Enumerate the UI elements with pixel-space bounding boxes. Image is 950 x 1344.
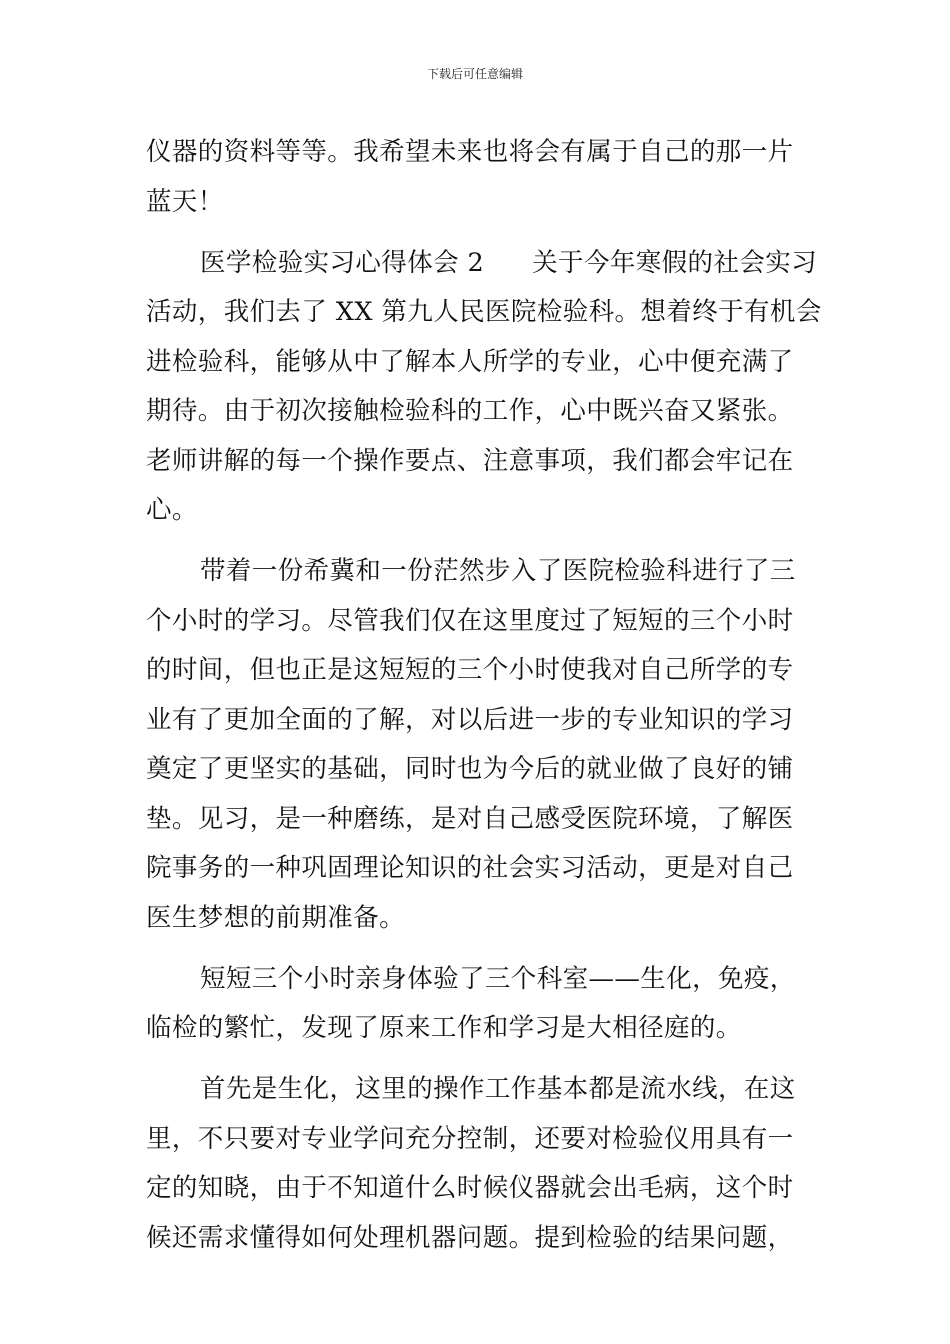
- text-line-continuation: 关于今年寒假的社会实习: [532, 247, 818, 278]
- paragraph-3: [146, 547, 806, 943]
- text-line: 心。: [146, 495, 198, 525]
- text-line: 蓝天！: [146, 186, 224, 217]
- paragraph-2: [146, 239, 822, 536]
- text-line: 首先是生化，这里的操作工作基本都是流水线，在这: [200, 1074, 796, 1104]
- text-line: 里，不只要对专业学问充分控制，还要对检验仪用具有一: [146, 1123, 794, 1154]
- text-line: 的时间，但也正是这短短的三个小时使我对自己所学的专: [146, 655, 794, 685]
- text-line: 进检验科，能够从中了解本人所学的专业，心中便充满了: [146, 346, 794, 377]
- text-line: 短短三个小时亲身体验了三个科室——生化，免疫，: [200, 963, 796, 994]
- text-line: 带着一份希冀和一份茫然步入了医院检验科进行了三: [200, 556, 796, 586]
- text-line: 个小时的学习。尽管我们仅在这里度过了短短的三个小时: [146, 605, 794, 636]
- paragraph-4: [146, 955, 806, 1054]
- paragraph-1: [146, 128, 806, 227]
- text-line: 垫。见习，是一种磨练，是对自己感受医院环境，了解医: [146, 803, 794, 834]
- text-line: 院事务的一种巩固理论知识的社会实习活动，更是对自己: [146, 853, 794, 883]
- text-line: 定的知晓，由于不知道什么时候仪器就会出毛病，这个时: [146, 1173, 794, 1203]
- text-line: 医生梦想的前期准备。: [146, 902, 406, 933]
- text-line: 奠定了更坚实的基础，同时也为今后的就业做了良好的铺: [146, 754, 794, 784]
- text-line: 老师讲解的每一个操作要点、注意事项，我们都会牢记在: [146, 445, 794, 476]
- text-line: 活动，我们去了 XX 第九人民医院检验科。想着终于有机会: [146, 297, 822, 327]
- text-line: 期待。由于初次接触检验科的工作，心中既兴奋又紧张。: [146, 396, 794, 426]
- section-title: 医学检验实习心得体会 2: [200, 247, 485, 278]
- document-body: [146, 128, 822, 1263]
- section-heading-line: [146, 239, 818, 289]
- text-line: 业有了更加全面的了解，对以后进一步的专业知识的学习: [146, 704, 794, 735]
- paragraph-5: [146, 1065, 806, 1263]
- text-line: 临检的繁忙，发现了原来工作和学习是大相径庭的。: [146, 1013, 742, 1043]
- text-line: 候还需求懂得如何处理机器问题。提到检验的结果问题，: [146, 1222, 794, 1253]
- page-header-note: 下载后可任意编辑: [426, 67, 523, 81]
- text-line: 仪器的资料等等。我希望未来也将会有属于自己的那一片: [146, 137, 794, 167]
